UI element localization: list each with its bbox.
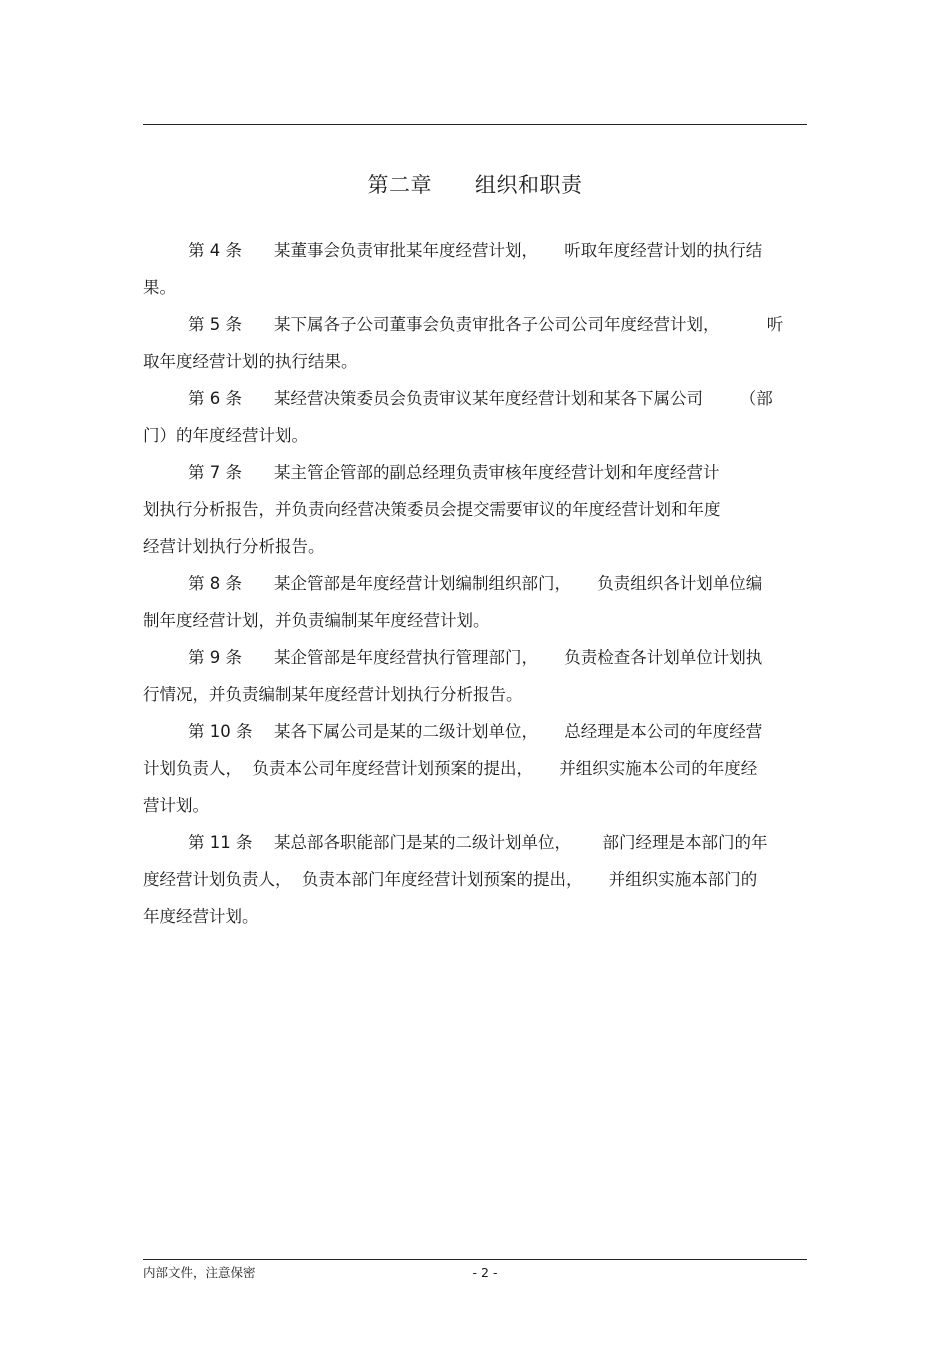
article-4 <box>143 232 805 306</box>
article-text: 门）的年度经营计划。 <box>143 426 308 445</box>
article-5 <box>143 306 805 380</box>
article-text: 某主管企管部的副总经理负责审核年度经营计划和年度经营计 <box>274 463 720 482</box>
article-label: 第 5 条 <box>188 315 242 334</box>
footer-confidential-note: 内部文件，注意保密 <box>143 1265 256 1280</box>
article-text: 某企管部是年度经营执行管理部门， 负责检查各计划单位计划执 <box>274 648 763 667</box>
article-text: 某企管部是年度经营计划编制组织部门， 负责组织各计划单位编 <box>274 574 763 593</box>
article-text: 某总部各职能部门是某的二级计划单位， 部门经理是本部门的年 <box>274 833 768 852</box>
article-text: 经营计划执行分析报告。 <box>143 537 325 556</box>
article-text: 营计划。 <box>143 796 209 815</box>
article-label: 第 8 条 <box>188 574 242 593</box>
article-label: 第 11 条 <box>188 833 253 852</box>
article-text: 制年度经营计划，并负责编制某年度经营计划。 <box>143 611 490 630</box>
article-text: 某经营决策委员会负责审议某年度经营计划和某各下属公司 （部 <box>274 389 773 408</box>
article-10 <box>143 713 805 824</box>
article-text: 行情况，并负责编制某年度经营计划执行分析报告。 <box>143 685 523 704</box>
page-number: - 2 - <box>472 1265 498 1280</box>
article-text: 某各下属公司是某的二级计划单位， 总经理是本公司的年度经营 <box>274 722 763 741</box>
article-text: 某董事会负责审批某年度经营计划， 听取年度经营计划的执行结 <box>274 241 763 260</box>
article-label: 第 6 条 <box>188 389 242 408</box>
article-text: 年度经营计划。 <box>143 907 259 926</box>
article-text: 某下属各子公司董事会负责审批各子公司公司年度经营计划， 听 <box>274 315 784 334</box>
footer-rule <box>143 1259 807 1260</box>
article-text: 度经营计划负责人， 负责本部门年度经营计划预案的提出， 并组织实施本部门的 <box>143 870 758 889</box>
article-9 <box>143 639 805 713</box>
article-label: 第 7 条 <box>188 463 242 482</box>
article-text: 取年度经营计划的执行结果。 <box>143 352 358 371</box>
article-text: 计划负责人， 负责本公司年度经营计划预案的提出， 并组织实施本公司的年度经 <box>143 759 758 778</box>
header-rule <box>143 124 807 125</box>
article-text: 划执行分析报告，并负责向经营决策委员会提交需要审议的年度经营计划和年度 <box>143 500 721 519</box>
article-label: 第 10 条 <box>188 722 253 741</box>
document-body <box>143 232 805 935</box>
article-text: 果。 <box>143 278 176 297</box>
chapter-title: 第二章 组织和职责 <box>367 173 583 197</box>
article-label: 第 9 条 <box>188 648 242 667</box>
article-6 <box>143 380 805 454</box>
article-11 <box>143 824 805 935</box>
article-7 <box>143 454 805 565</box>
article-label: 第 4 条 <box>188 241 242 260</box>
article-8 <box>143 565 805 639</box>
